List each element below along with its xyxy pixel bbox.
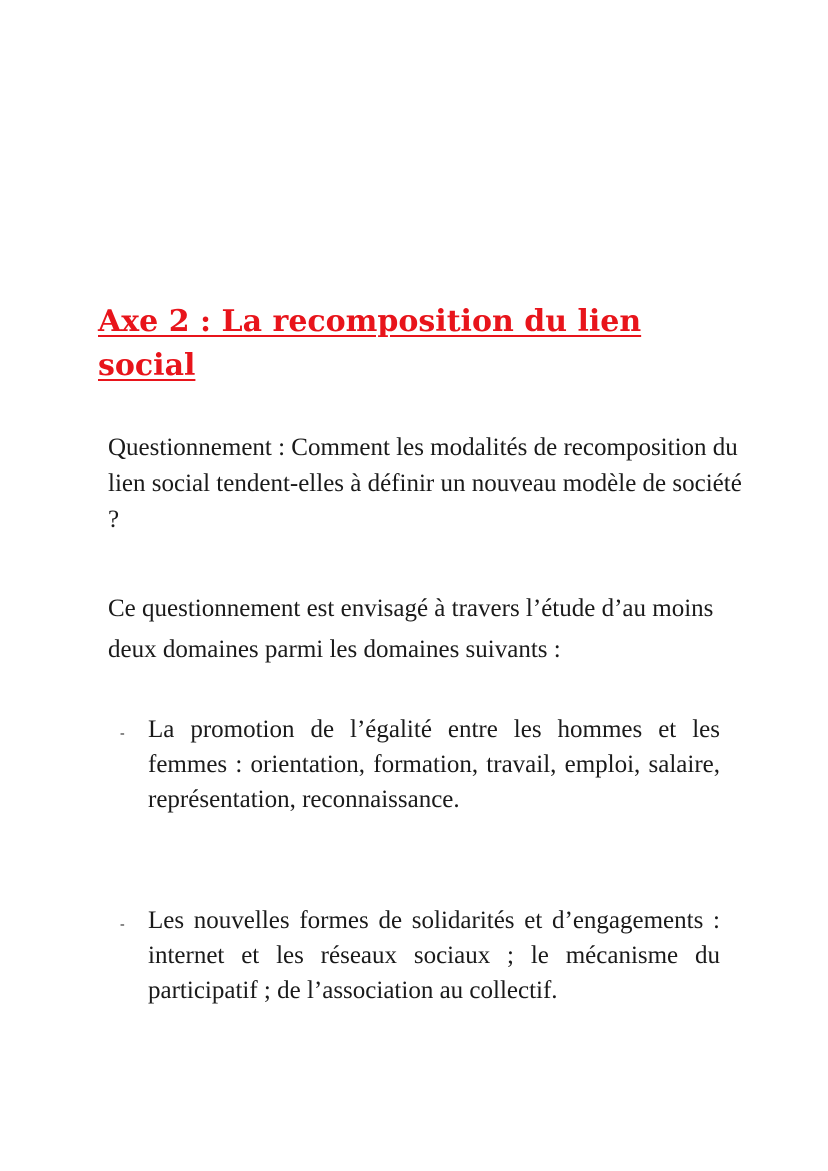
list-item	[120, 903, 720, 1008]
list-item	[120, 712, 720, 817]
page-title: Axe 2 : La recomposition du lien social	[98, 304, 642, 383]
bullet-dash: -	[120, 726, 125, 741]
list-item-text: La promotion de l’égalité entre les hommes et les femmes : orientation, formation, travail, emploi, salaire, représentation, reconnaissance.	[148, 716, 720, 813]
intro-paragraph: Ce questionnement est envisagé à travers l’étude d’au moins deux domaines parmi les domaines suivants :	[108, 595, 714, 663]
bullet-dash: -	[120, 917, 125, 932]
list-item-text: Les nouvelles formes de solidarités et d’engagements : internet et les réseaux sociaux ; le mécanisme du participatif ; de l’association au collectif.	[148, 907, 720, 1004]
questioning-paragraph: Questionnement : Comment les modalités de recomposition du lien social tendent-elles à définir un nouveau modèle de société ?	[108, 434, 742, 533]
